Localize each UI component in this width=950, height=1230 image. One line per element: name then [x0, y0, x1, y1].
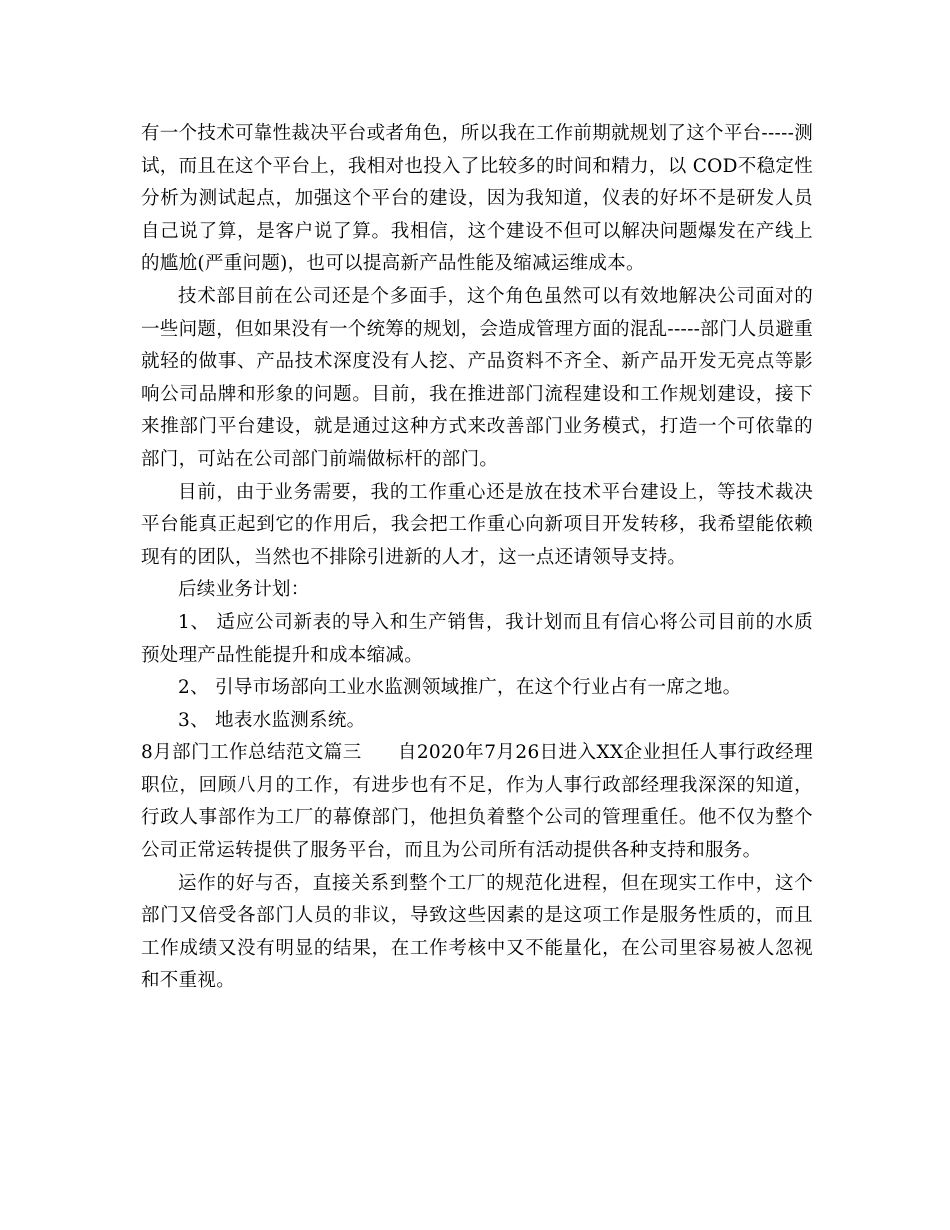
plan-item-1: 1、 适应公司新表的导入和生产销售，我计划而且有信心将公司目前的水质预处理产品性能提升和成本缩减。	[141, 611, 813, 666]
paragraph-tech-department: 技术部目前在公司还是个多面手，这个角色虽然可以有效地解决公司面对的一些问题，但如果没有一个统筹的规划，会造成管理方面的混乱-----部门人员避重就轻的做事、产品技术深度没有人挖、产品资料不齐全、新产品开发无亮点等影响公司品牌和形象的问题。目前，我在推进部门流程建设和工作规划建设，接下来推部门平台建设，就是通过这种方式来改善部门业务模式，打造一个可依靠的部门，可站在公司部门前端做标杆的部门。	[141, 285, 813, 470]
section-three-paragraph	[141, 737, 813, 867]
paragraph-platform-testing: 有一个技术可靠性裁决平台或者角色，所以我在工作前期就规划了这个平台-----测试，而且在这个平台上，我相对也投入了比较多的时间和精力，以 COD不稳定性分析为测试起点，加强这个平台的建设，因为我知道，仪表的好坏不是研发人员自己说了算，是客户说了算。我相信，这个建设不但可以解决问题爆发在产线上的尴尬(严重问题)，也可以提高新产品性能及缩减运维成本。	[141, 123, 813, 275]
plan-item-3: 3、 地表水监测系统。	[178, 709, 366, 731]
section-lead-text: 自2020年7月26日进入XX企业担任人事行政经理职位，回顾八月的工作，有进步也有不足，作为人事行政部经理我深深的知道，行政人事部作为工厂的幕僚部门，他担负着整个公司的管理重任。他不仅为整个公司正常运转提供了服务平台，而且为公司所有活动提供各种支持和服务。	[141, 742, 814, 862]
paragraph-plan-heading: 后续业务计划：	[178, 579, 310, 601]
section-heading: 8月部门工作总结范文篇三	[141, 742, 362, 764]
plan-item-2: 2、 引导市场部向工业水监测领域推广，在这个行业占有一席之地。	[178, 677, 742, 699]
document-body	[141, 118, 813, 998]
paragraph-operation: 运作的好与否，直接关系到整个工厂的规范化进程，但在现实工作中，这个部门又倍受各部门人员的非议，导致这些因素的是这项工作是服务性质的，而且工作成绩又没有明显的结果，在工作考核中又不能量化，在公司里容易被人忽视和不重视。	[141, 872, 813, 992]
paragraph-work-focus: 目前，由于业务需要，我的工作重心还是放在技术平台建设上，等技术裁决平台能真正起到它的作用后，我会把工作重心向新项目开发转移，我希望能依赖现有的团队，当然也不排除引进新的人才，这一点还请领导支持。	[141, 481, 813, 568]
